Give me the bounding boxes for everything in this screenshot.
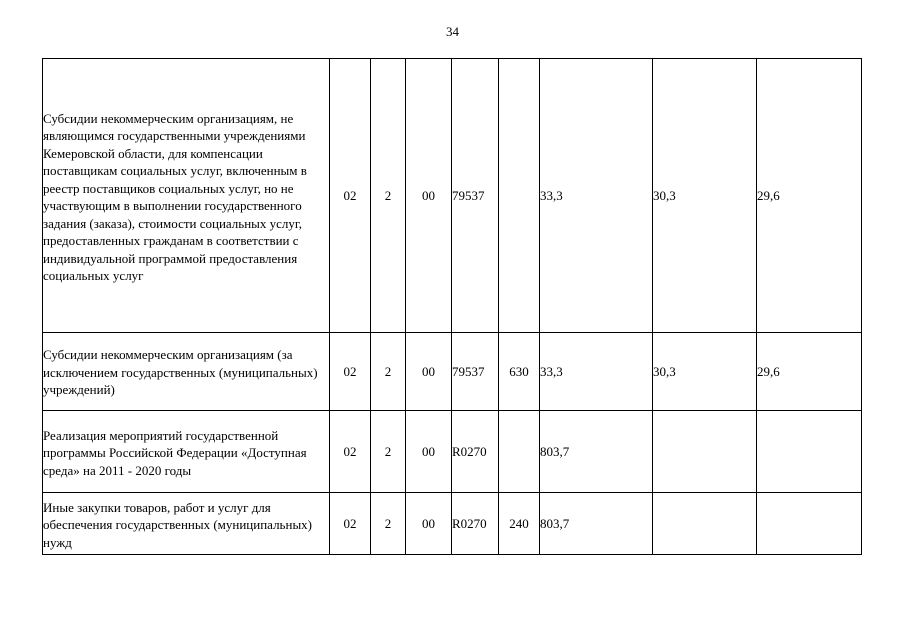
amount-cell: 29,6 [757, 333, 862, 411]
amount-cell [757, 411, 862, 493]
code-cell [499, 59, 540, 333]
row-description: Иные закупки товаров, работ и услуг для обеспечения государственных (муниципальных) нужд [43, 493, 330, 555]
code-cell: 2 [371, 333, 406, 411]
row-description: Реализация мероприятий государственной программы Российской Федерации «Доступная среда» на 2011 - 2020 годы [43, 411, 330, 493]
code-cell: 630 [499, 333, 540, 411]
table-row [43, 411, 862, 493]
code-cell: 02 [330, 333, 371, 411]
code-cell: 2 [371, 59, 406, 333]
code-cell: 02 [330, 411, 371, 493]
amount-cell [653, 493, 757, 555]
amount-cell: 29,6 [757, 59, 862, 333]
row-description: Субсидии некоммерческим организациям (за исключением государственных (муниципальных) учреждений) [43, 333, 330, 411]
amount-cell: 30,3 [653, 333, 757, 411]
code-cell: 2 [371, 411, 406, 493]
code-cell: 02 [330, 59, 371, 333]
amount-cell: 30,3 [653, 59, 757, 333]
code-cell: 79537 [452, 59, 499, 333]
page-number: 34 [446, 24, 459, 39]
code-cell: R0270 [452, 411, 499, 493]
code-cell: 00 [406, 493, 452, 555]
code-cell: 02 [330, 493, 371, 555]
row-description: Субсидии некоммерческим организациям, не являющимся государственными учреждениями Кемеровской области, для компенсации поставщикам социальных услуг, включенным в реестр поставщиков социальных услуг, но не участвующим в выполнении государственного задания (заказа), стоимости социальных услуг, предоставленных гражданам в соответствии с индивидуальной программой предоставления социальных услуг [43, 59, 330, 333]
code-cell: 00 [406, 411, 452, 493]
code-cell: 00 [406, 333, 452, 411]
budget-table [42, 58, 862, 555]
code-cell: 79537 [452, 333, 499, 411]
code-cell: 00 [406, 59, 452, 333]
amount-cell [653, 411, 757, 493]
amount-cell: 803,7 [540, 411, 653, 493]
table-row [43, 333, 862, 411]
table-row [43, 59, 862, 333]
code-cell [499, 411, 540, 493]
amount-cell [757, 493, 862, 555]
code-cell: R0270 [452, 493, 499, 555]
table-row [43, 493, 862, 555]
code-cell: 2 [371, 493, 406, 555]
amount-cell: 33,3 [540, 59, 653, 333]
code-cell: 240 [499, 493, 540, 555]
amount-cell: 803,7 [540, 493, 653, 555]
amount-cell: 33,3 [540, 333, 653, 411]
